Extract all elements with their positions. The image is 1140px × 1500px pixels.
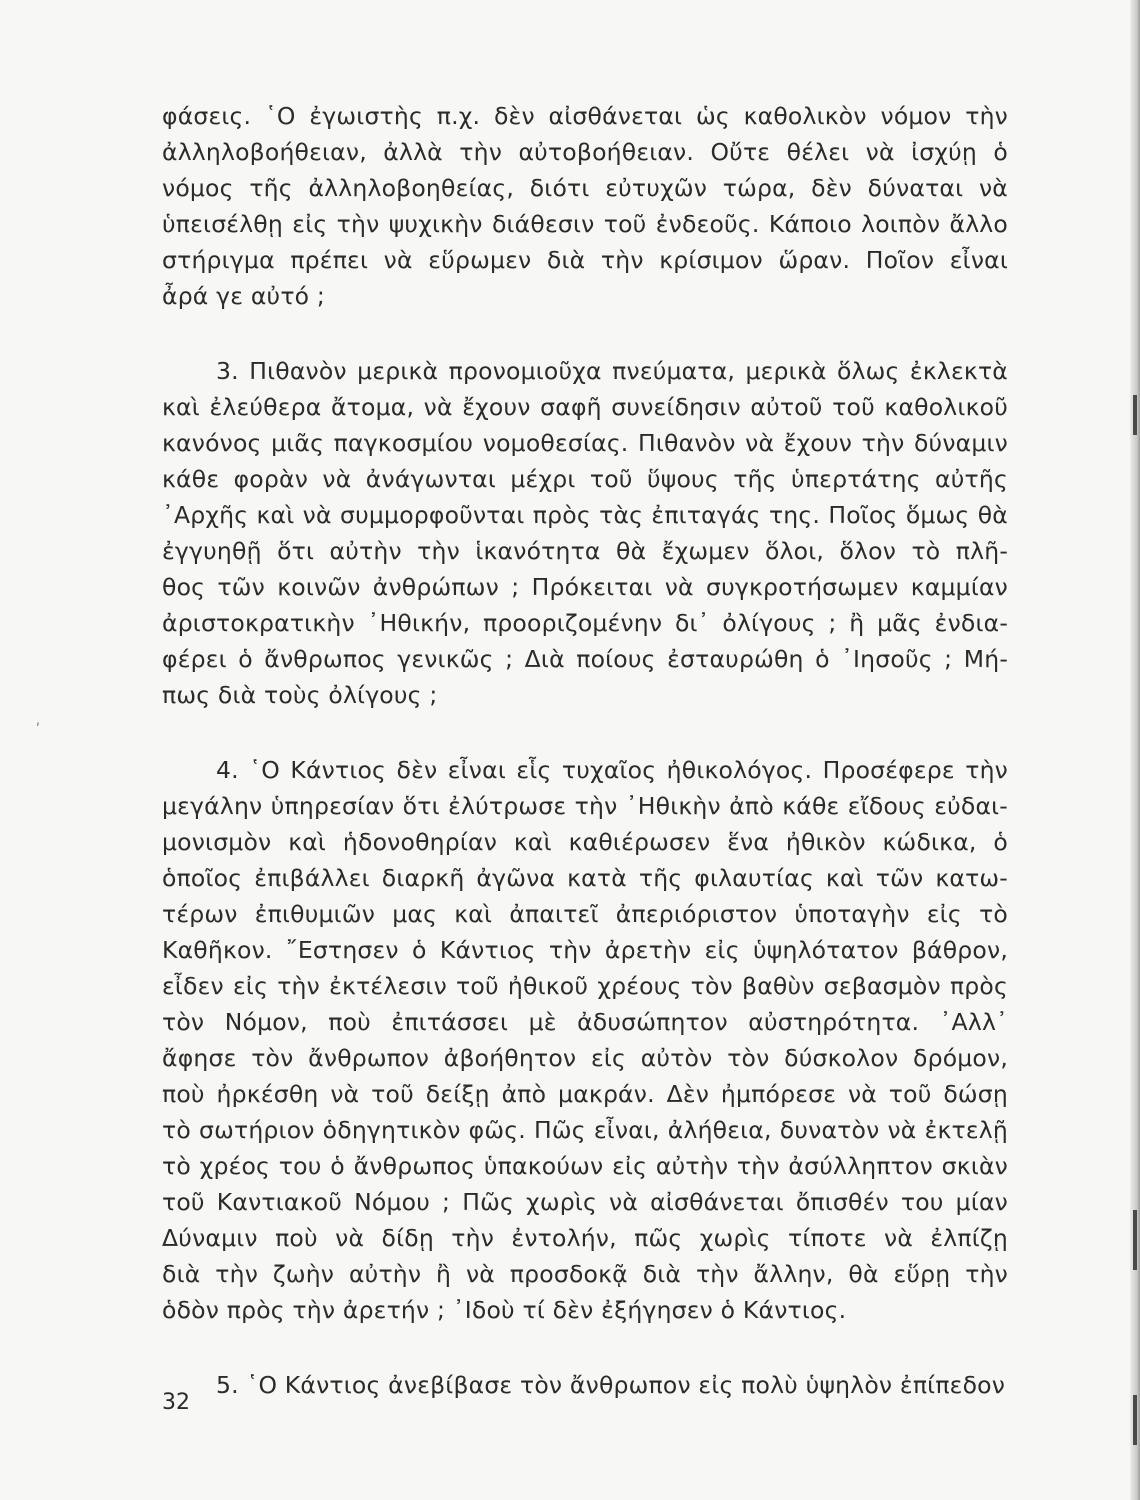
text-line: νόμος τῆς ἀλληλοβοηθείας, διότι εὐτυχῶν τώρα, δὲν δύναται νὰ (162, 174, 1008, 202)
text-line: θος τῶν κοινῶν ἀνθρώπων ; Πρόκειται νὰ συγκροτήσωμεν καμμίαν (162, 573, 1008, 601)
text-line: στήριγμα πρέπει νὰ εὕρωμεν διὰ τὴν κρίσιμον ὥραν. Ποῖον εἶναι (162, 246, 1008, 274)
page-edge-shadow (1130, 0, 1140, 1500)
text-line: ἄφησε τὸν ἄνθρωπον ἀβοήθητον εἰς αὐτὸν τὸν δύσκολον δρόμον, (162, 1044, 1008, 1072)
paragraph-p4 (162, 752, 1008, 1328)
text-line: τέρων ἐπιθυμιῶν μας καὶ ἀπαιτεῖ ἀπεριόριστον ὑποταγὴν εἰς τὸ (162, 900, 1008, 928)
text-line: κάθε φορὰν νὰ ἀνάγωνται μέχρι τοῦ ὕψους τῆς ὑπερτάτης αὐτῆς (162, 465, 1008, 493)
text-line: εἶδεν εἰς τὴν ἐκτέλεσιν τοῦ ἠθικοῦ χρέους τὸν βαθὺν σεβασμὸν πρὸς (162, 972, 1008, 1000)
text-line: ἀλληλοβοήθειαν, ἀλλὰ τὴν αὐτοβοήθειαν. Οὔτε θέλει νὰ ἰσχύῃ ὁ (162, 138, 1008, 166)
paragraph-p5 (162, 1367, 1008, 1403)
margin-mark: ʹ (36, 722, 40, 738)
edge-mark (1133, 1210, 1137, 1270)
text-line: 5. ῾Ο Κάντιος ἀνεβίβασε τὸν ἄνθρωπον εἰς πολὺ ὑψηλὸν ἐπίπεδον (216, 1371, 1006, 1399)
text-line: 3. Πιθανὸν μερικὰ προνομιοῦχα πνεύματα, μερικὰ ὅλως ἐκλεκτὰ (216, 357, 1008, 385)
text-line: τὸ χρέος του ὁ ἄνθρωπος ὑπακούων εἰς αὐτὴν τὴν ἀσύλληπτον σκιὰν (162, 1152, 1008, 1180)
paragraph-gap (162, 1328, 1008, 1367)
paragraph-p1 (162, 98, 1008, 314)
body-text (162, 98, 1008, 1403)
text-line: ποὺ ἠρκέσθη νὰ τοῦ δείξῃ ἀπὸ μακράν. Δὲν ἠμπόρεσε νὰ τοῦ δώσῃ (162, 1080, 1008, 1108)
edge-mark (1133, 1395, 1137, 1445)
paragraph-gap (162, 314, 1008, 353)
text-line: ᾿Αρχῆς καὶ νὰ συμμορφοῦνται πρὸς τὰς ἐπιταγάς της. Ποῖος ὅμως θὰ (162, 501, 1008, 529)
text-line: φέρει ὁ ἄνθρωπος γενικῶς ; Διὰ ποίους ἐσταυρώθη ὁ ᾿Ιησοῦς ; Μή- (162, 645, 1008, 673)
text-line: μεγάλην ὑπηρεσίαν ὅτι ἐλύτρωσε τὴν ᾿Ηθικὴν ἀπὸ κάθε εἴδους εὐδαι- (162, 792, 1008, 820)
text-line: φάσεις. ῾Ο ἐγωιστὴς π.χ. δὲν αἰσθάνεται ὡς καθολικὸν νόμον τὴν (162, 102, 1008, 130)
text-line: Καθῆκον. ῎Εστησεν ὁ Κάντιος τὴν ἀρετὴν εἰς ὑψηλότατον βάθρον, (162, 936, 1008, 964)
text-line: καὶ ἐλεύθερα ἄτομα, νὰ ἔχουν σαφῆ συνείδησιν αὐτοῦ τοῦ καθολικοῦ (162, 393, 1008, 421)
edge-mark (1133, 395, 1137, 435)
text-line: ὁδὸν πρὸς τὴν ἀρετήν ; ᾿Ιδοὺ τί δὲν ἐξήγησεν ὁ Κάντιος. (162, 1296, 847, 1324)
text-line: κανόνος μιᾶς παγκοσμίου νομοθεσίας. Πιθανὸν νὰ ἔχουν τὴν δύναμιν (162, 429, 1008, 457)
text-line: τὸν Νόμον, ποὺ ἐπιτάσσει μὲ ἀδυσώπητον αὐστηρότητα. ᾿Αλλ᾿ (162, 1008, 1008, 1036)
text-line: ἐγγυηθῇ ὅτι αὐτὴν τὴν ἱκανότητα θὰ ἔχωμεν ὅλοι, ὅλον τὸ πλῆ- (162, 537, 1008, 565)
text-line: πως διὰ τοὺς ὀλίγους ; (162, 681, 438, 709)
paragraph-gap (162, 713, 1008, 752)
text-line: ὁποῖος ἐπιβάλλει διαρκῆ ἀγῶνα κατὰ τῆς φιλαυτίας καὶ τῶν κατω- (162, 864, 1008, 892)
text-line: ἀριστοκρατικὴν ᾿Ηθικήν, προοριζομένην δι᾿ ὀλίγους ; ἢ μᾶς ἐνδια- (162, 609, 1008, 637)
text-line: τοῦ Καντιακοῦ Νόμου ; Πῶς χωρὶς νὰ αἰσθάνεται ὄπισθέν του μίαν (162, 1188, 1008, 1216)
text-line: 4. ῾Ο Κάντιος δὲν εἶναι εἷς τυχαῖος ἠθικολόγος. Προσέφερε τὴν (216, 756, 1008, 784)
paragraph-p3 (162, 353, 1008, 713)
text-line: τὸ σωτήριον ὁδηγητικὸν φῶς. Πῶς εἶναι, ἀλήθεια, δυνατὸν νὰ ἐκτελῇ (162, 1116, 1008, 1144)
text-line: διὰ τὴν ζωὴν αὐτὴν ἢ νὰ προσδοκᾷ διὰ τὴν ἄλλην, θὰ εὕρῃ τὴν (162, 1260, 1008, 1288)
text-line: μονισμὸν καὶ ἡδονοθηρίαν καὶ καθιέρωσεν ἕνα ἠθικὸν κώδικα, ὁ (162, 828, 1008, 856)
text-line: ἆρά γε αὐτό ; (162, 282, 326, 310)
text-line: Δύναμιν ποὺ νὰ δίδῃ τὴν ἐντολήν, πῶς χωρὶς τίποτε νὰ ἐλπίζῃ (162, 1224, 1008, 1252)
page-number: 32 (162, 1390, 190, 1415)
text-line: ὑπεισέλθῃ εἰς τὴν ψυχικὴν διάθεσιν τοῦ ἐνδεοῦς. Κάποιο λοιπὸν ἄλλο (162, 210, 1008, 238)
